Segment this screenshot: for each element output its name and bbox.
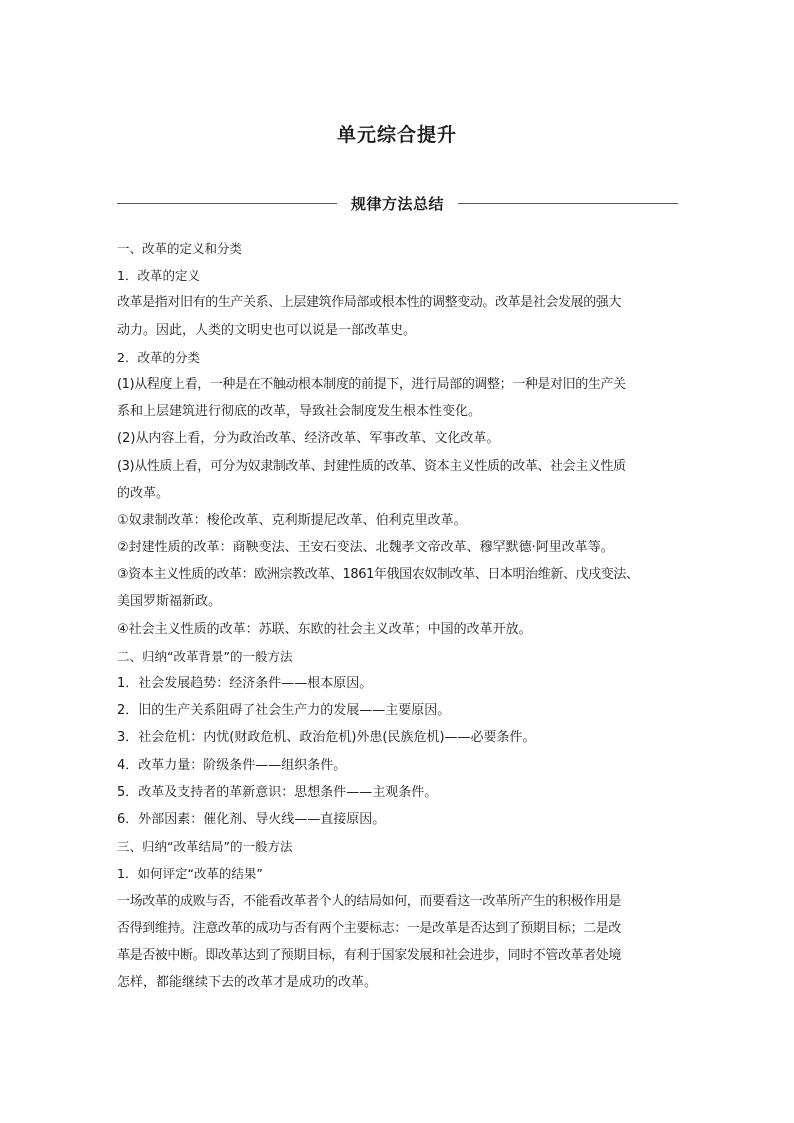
divider-left <box>117 203 337 204</box>
list-item: 6．外部因素：催化剂、导火线——直接原因。 <box>117 811 386 827</box>
list-item: 5．改革及支持者的革新意识：思想条件——主观条件。 <box>117 784 438 800</box>
paragraph-line: 一场改革的成败与否，不能看改革者个人的结局如何，而要看这一改革所产生的积极作用是 <box>117 893 622 909</box>
heading-2: 二、归纳“改革背景”的一般方法 <box>117 648 293 664</box>
heading-1: 一、改革的定义和分类 <box>117 241 243 256</box>
list-item: 2．旧的生产关系阻碍了社会生产力的发展——主要原因。 <box>117 703 451 719</box>
paragraph-line: 怎样，都能继续下去的改革才是成功的改革。 <box>117 975 378 991</box>
paragraph-line: 的改革。 <box>117 485 170 501</box>
page-title: 单元综合提升 <box>336 124 457 146</box>
divider-right <box>458 203 678 204</box>
paragraph-line: 改革是指对旧有的生产关系、上层建筑作局部或根本性的调整变动。改革是社会发展的强大 <box>117 295 622 311</box>
paragraph-line: 动力。因此，人类的文明史也可以说是一部改革史。 <box>117 322 417 338</box>
paragraph-line: 否得到维持。注意改革的成功与否有两个主要标志：一是改革是否达到了预期目标；二是改 <box>117 920 622 936</box>
subheading: 2．改革的分类 <box>117 349 200 365</box>
document-body <box>117 235 680 996</box>
list-item: 美国罗斯福新政。 <box>117 594 222 610</box>
list-item: ②封建性质的改革：商鞅变法、王安石变法、北魏孝文帝改革、穆罕默德·阿里改革等。 <box>117 540 614 556</box>
section-header <box>117 190 678 216</box>
section-header-label: 规律方法总结 <box>351 194 445 213</box>
paragraph-line: (3)从性质上看，可分为奴隶制改革、封建性质的改革、资本主义性质的改革、社会主义性质 <box>117 458 626 474</box>
list-item: ④社会主义性质的改革：苏联、东欧的社会主义改革；中国的改革开放。 <box>117 621 532 637</box>
list-item: 1．社会发展趋势：经济条件——根本原因。 <box>117 676 373 691</box>
subheading: 1．改革的定义 <box>117 268 200 284</box>
subheading: 1．如何评定“改革的结果” <box>117 866 263 882</box>
list-item: 4．改革力量：阶级条件——组织条件。 <box>117 757 347 773</box>
heading-3: 三、归纳“改革结局”的一般方法 <box>117 839 293 855</box>
list-item: ③资本主义性质的改革：欧洲宗教改革、1861年俄国农奴制改革、日本明治维新、戊戌变法、 <box>117 567 639 583</box>
paragraph-line: (1)从程度上看，一种是在不触动根本制度的前提下，进行局部的调整；一种是对旧的生产关 <box>117 376 626 392</box>
paragraph-line: 革是否被中断。即改革达到了预期目标，有利于国家发展和社会进步，同时不管改革者处境 <box>117 947 622 963</box>
paragraph-line: (2)从内容上看，分为政治改革、经济改革、军事改革、文化改革。 <box>117 431 500 447</box>
list-item: 3．社会危机：内忧(财政危机、政治危机)外患(民族危机)——必要条件。 <box>117 730 536 746</box>
list-item: ①奴隶制改革：梭伦改革、克利斯提尼改革、伯利克里改革。 <box>117 512 467 528</box>
paragraph-line: 系和上层建筑进行彻底的改革，导致社会制度发生根本性变化。 <box>117 404 482 420</box>
